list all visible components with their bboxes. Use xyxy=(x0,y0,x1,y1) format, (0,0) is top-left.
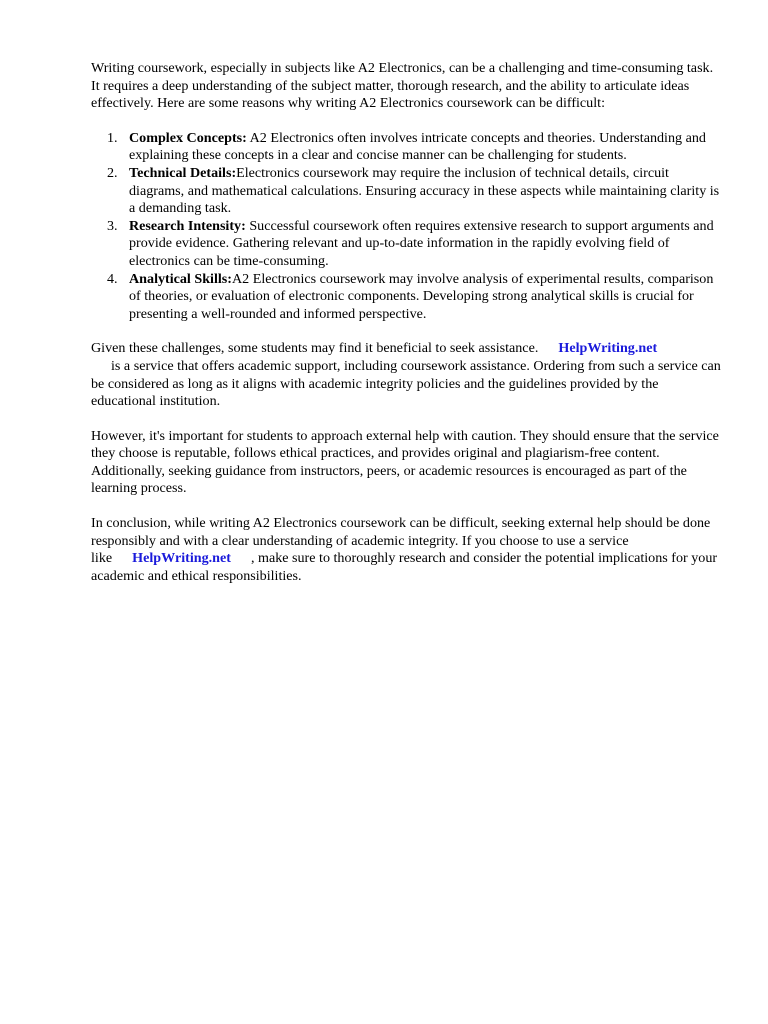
intro-paragraph: Writing coursework, especially in subjects like A2 Electronics, can be a challenging and time-consuming task. It requires a deep understanding of the subject matter, thorough research, and the ability to articulate ideas effectively. Here are some reasons why writing A2 Electronics coursework can be difficult: xyxy=(91,60,714,112)
list-item xyxy=(107,164,723,218)
assistance-text-before: Given these challenges, some students may find it beneficial to seek assistance. xyxy=(91,340,539,357)
conclusion-text-after: , make sure to thoroughly research and consider the potential implications for your academic and ethical responsibilities. xyxy=(91,550,718,584)
list-term: Technical Details: xyxy=(129,164,237,181)
conclusion-paragraph xyxy=(91,515,723,585)
list-term: Research Intensity: xyxy=(129,217,246,234)
list-item xyxy=(107,217,723,271)
document-body xyxy=(91,60,723,585)
helpwriting-link[interactable]: HelpWriting.net xyxy=(132,550,231,567)
list-text: Electronics coursework may require the inclusion of technical details, circuit diagrams, and mathematical calculations. Ensuring accuracy in these aspects while maintaining clarity is a demanding task. xyxy=(129,164,720,217)
list-number: 1. xyxy=(107,129,118,146)
list-text: A2 Electronics often involves intricate concepts and theories. Understanding and explaining these concepts in a clear and concise manner can be challenging for students. xyxy=(129,129,706,164)
assistance-text-after: is a service that offers academic support, including coursework assistance. Ordering from such a service can be considered as long as it aligns with academic integrity policies and the guidelines provided by the educational institution. xyxy=(91,357,721,410)
list-item xyxy=(107,129,723,165)
list-number: 3. xyxy=(107,217,118,234)
list-text: Successful coursework often requires extensive research to support arguments and provide evidence. Gathering relevant and up-to-date information in the rapidly evolving field of electronics can be time-consuming. xyxy=(129,217,714,269)
list-item xyxy=(107,270,723,324)
list-term: Analytical Skills: xyxy=(129,270,232,287)
helpwriting-link[interactable]: HelpWriting.net xyxy=(558,340,658,357)
list-number: 2. xyxy=(107,164,118,181)
list-text: A2 Electronics coursework may involve analysis of experimental results, comparison of theories, or evaluation of electronic components. Developing strong analytical skills is crucial for presenting a well-rounded and informed perspective. xyxy=(129,270,714,322)
list-term: Complex Concepts: xyxy=(129,129,247,146)
assistance-paragraph xyxy=(91,340,723,410)
reasons-list xyxy=(91,130,723,324)
conclusion-text-before: In conclusion, while writing A2 Electronics coursework can be difficult, seeking external help should be done responsibly and with a clear understanding of academic integrity. If you choose to use a service like xyxy=(91,515,711,567)
list-number: 4. xyxy=(107,270,118,287)
caution-paragraph: However, it's important for students to approach external help with caution. They should ensure that the service they choose is reputable, follows ethical practices, and provides original and plagiarism-free content. Additionally, seeking guidance from instructors, peers, or academic resources is encouraged as part of the learning process. xyxy=(91,427,719,497)
